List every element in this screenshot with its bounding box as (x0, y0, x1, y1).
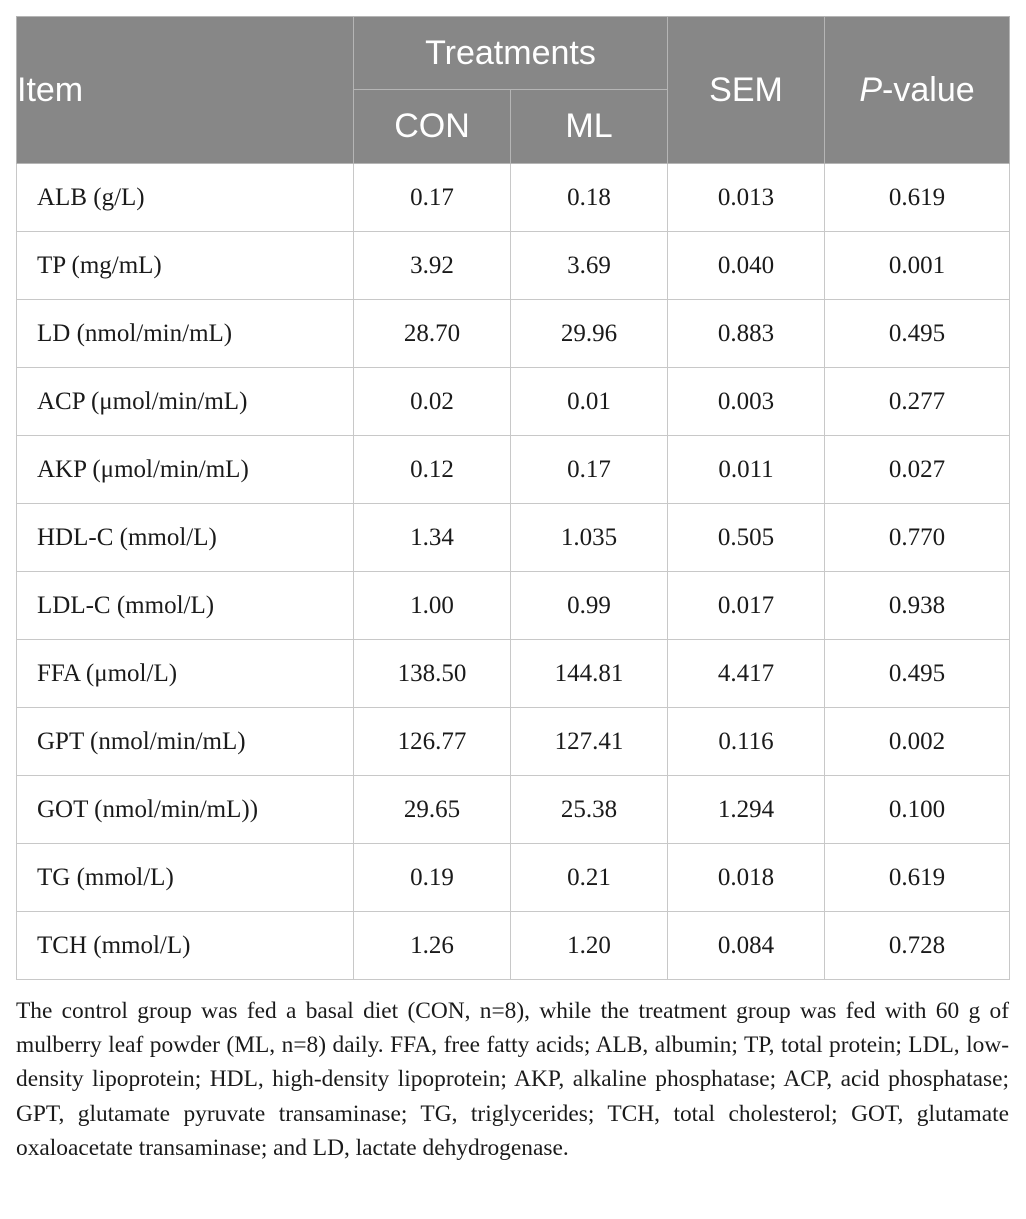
table-row (17, 300, 1010, 368)
table-row (17, 844, 1010, 912)
table-row (17, 504, 1010, 572)
ml-cell: 29.96 (511, 300, 668, 368)
sem-cell: 0.116 (668, 708, 825, 776)
table-row (17, 572, 1010, 640)
ml-cell: 1.20 (511, 912, 668, 980)
item-cell: AKP (μmol/min/mL) (17, 436, 354, 504)
item-cell: TG (mmol/L) (17, 844, 354, 912)
ml-cell: 0.99 (511, 572, 668, 640)
table-row (17, 164, 1010, 232)
header-treatments: Treatments (354, 17, 668, 90)
header-p-suffix: -value (882, 70, 975, 109)
sem-cell: 0.040 (668, 232, 825, 300)
sem-cell: 0.018 (668, 844, 825, 912)
sem-cell: 0.013 (668, 164, 825, 232)
con-cell: 29.65 (354, 776, 511, 844)
con-cell: 1.34 (354, 504, 511, 572)
con-cell: 28.70 (354, 300, 511, 368)
con-cell: 138.50 (354, 640, 511, 708)
table-header (17, 17, 1010, 164)
table-row (17, 368, 1010, 436)
con-cell: 0.02 (354, 368, 511, 436)
sem-cell: 0.883 (668, 300, 825, 368)
sem-cell: 0.011 (668, 436, 825, 504)
sem-cell: 0.505 (668, 504, 825, 572)
header-sem: SEM (668, 17, 825, 164)
ml-cell: 0.21 (511, 844, 668, 912)
con-cell: 1.26 (354, 912, 511, 980)
p-value-cell: 0.100 (825, 776, 1010, 844)
item-cell: GOT (nmol/min/mL)) (17, 776, 354, 844)
header-p-letter: P (859, 70, 883, 109)
p-value-cell: 0.770 (825, 504, 1010, 572)
p-value-cell: 0.619 (825, 844, 1010, 912)
table-body (17, 164, 1010, 980)
p-value-cell: 0.728 (825, 912, 1010, 980)
con-cell: 1.00 (354, 572, 511, 640)
header-item: Item (17, 17, 354, 164)
table-row (17, 640, 1010, 708)
item-cell: LDL-C (mmol/L) (17, 572, 354, 640)
header-p-value (825, 17, 1010, 164)
item-cell: TP (mg/mL) (17, 232, 354, 300)
ml-cell: 0.18 (511, 164, 668, 232)
item-cell: ALB (g/L) (17, 164, 354, 232)
data-table (16, 16, 1010, 980)
sem-cell: 4.417 (668, 640, 825, 708)
ml-cell: 1.035 (511, 504, 668, 572)
item-cell: ACP (μmol/min/mL) (17, 368, 354, 436)
con-cell: 3.92 (354, 232, 511, 300)
item-cell: TCH (mmol/L) (17, 912, 354, 980)
ml-cell: 25.38 (511, 776, 668, 844)
con-cell: 126.77 (354, 708, 511, 776)
p-value-cell: 0.619 (825, 164, 1010, 232)
header-con: CON (354, 90, 511, 164)
ml-cell: 144.81 (511, 640, 668, 708)
p-value-cell: 0.027 (825, 436, 1010, 504)
sem-cell: 0.084 (668, 912, 825, 980)
sem-cell: 0.003 (668, 368, 825, 436)
table-footnote: The control group was fed a basal diet (CON, n=8), while the treatment group was fed with 60 g of mulberry leaf powder (ML, n=8) daily. FFA, free fatty acids; ALB, albumin; TP, total protein; LDL, low-density lipoprotein; HDL, high-density lipoprotein; AKP, alkaline phosphatase; ACP, acid phosphatase; GPT, glutamate pyruvate transaminase; TG, triglycerides; TCH, total cholesterol; GOT, glutamate oxaloacetate transaminase; and LD, lactate dehydrogenase. (16, 998, 1009, 1161)
item-cell: HDL-C (mmol/L) (17, 504, 354, 572)
sem-cell: 0.017 (668, 572, 825, 640)
ml-cell: 127.41 (511, 708, 668, 776)
table-row (17, 232, 1010, 300)
con-cell: 0.17 (354, 164, 511, 232)
item-cell: FFA (μmol/L) (17, 640, 354, 708)
ml-cell: 0.17 (511, 436, 668, 504)
con-cell: 0.19 (354, 844, 511, 912)
table-row (17, 776, 1010, 844)
ml-cell: 0.01 (511, 368, 668, 436)
p-value-cell: 0.002 (825, 708, 1010, 776)
p-value-cell: 0.001 (825, 232, 1010, 300)
header-ml: ML (511, 90, 668, 164)
table-row (17, 436, 1010, 504)
ml-cell: 3.69 (511, 232, 668, 300)
p-value-cell: 0.495 (825, 300, 1010, 368)
p-value-cell: 0.495 (825, 640, 1010, 708)
p-value-cell: 0.277 (825, 368, 1010, 436)
table-row (17, 708, 1010, 776)
table-row (17, 912, 1010, 980)
item-cell: LD (nmol/min/mL) (17, 300, 354, 368)
sem-cell: 1.294 (668, 776, 825, 844)
item-cell: GPT (nmol/min/mL) (17, 708, 354, 776)
con-cell: 0.12 (354, 436, 511, 504)
p-value-cell: 0.938 (825, 572, 1010, 640)
